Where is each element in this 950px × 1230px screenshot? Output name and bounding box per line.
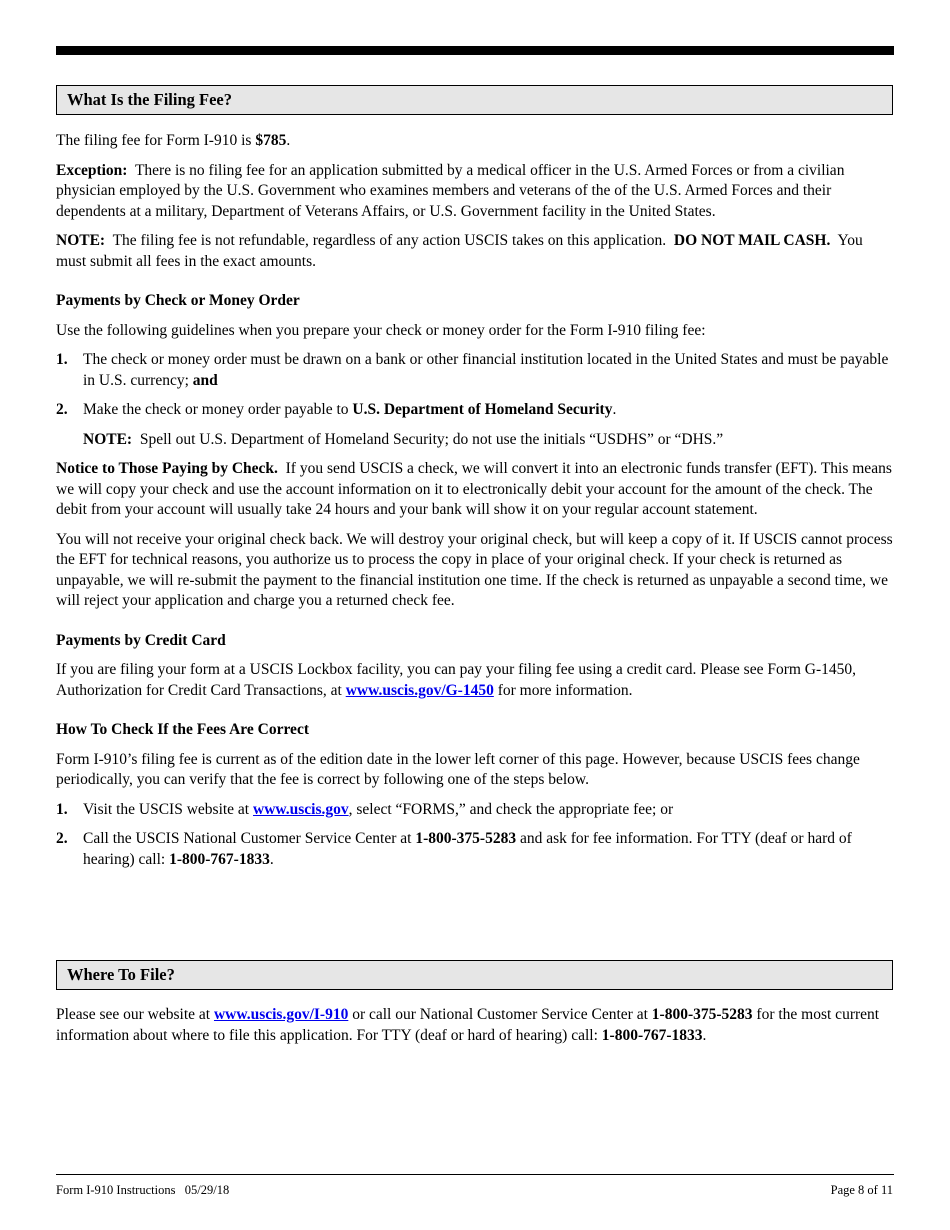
item-number: 2.	[56, 401, 68, 418]
uscis-website-link[interactable]: www.uscis.gov	[253, 800, 349, 818]
fee-amount: $785	[255, 132, 287, 149]
phone-number: 1-800-375-5283	[415, 830, 517, 847]
item-number: 2.	[56, 830, 68, 847]
tty-number: 1-800-767-1833	[601, 1026, 703, 1044]
item-end: .	[612, 401, 617, 418]
note-bold: DO NOT MAIL CASH.	[673, 232, 831, 249]
footer-form-edition: Form I-910 Instructions 05/29/18	[56, 1183, 230, 1197]
check-return-paragraph: You will not receive your original check back. We will destroy your original check, but will keep a copy of it. If USCIS cannot process the EFT for technical reasons, you authorize us to process the copy in place of your original check. If your check is returned as unpayable, we will re-submit the payment to the financial institution one time. If the check is returned as unpayable a second time, we will reject your application and charge you a returned check fee.	[56, 530, 893, 609]
note-text: The filing fee is not refundable, regardless of any action USCIS takes on this application.	[112, 232, 667, 249]
section-heading-filing-fee: What Is the Filing Fee?	[56, 85, 893, 115]
credit-card-text-end: for more information.	[493, 681, 633, 699]
footer-page-number: Page 8 of 11	[830, 1183, 893, 1197]
footer-rule	[56, 1174, 894, 1175]
filing-fee-section	[56, 131, 896, 870]
item-body	[83, 829, 896, 870]
check-item-1	[56, 350, 896, 391]
item-number: 1.	[56, 351, 68, 368]
exception-label: Exception:	[56, 161, 128, 179]
exception-text: There is no filing fee for an application submitted by a medical officer in the U.S. Armed Forces or from a civilian physician employed by the U.S. Government who examines members and veterans of the of the U.S. Armed Forces and their dependents at a military, Department of Veterans Affairs, or U.S. Government facility in the United States.	[56, 161, 845, 220]
note-tail: You must submit all fees in the exact amounts.	[56, 232, 863, 270]
exception-paragraph	[56, 161, 861, 223]
item-end: .	[269, 850, 274, 868]
fee-paragraph	[56, 131, 896, 152]
note-paragraph	[56, 231, 896, 272]
notice-label: Notice to Those Paying by Check.	[56, 460, 278, 477]
check-payments-heading: Payments by Check or Money Order	[56, 292, 300, 309]
credit-card-paragraph	[56, 660, 896, 701]
credit-card-heading: Payments by Credit Card	[56, 631, 226, 649]
payee-name: U.S. Department of Homeland Security	[352, 401, 613, 418]
notice-text: If you send USCIS a check, we will convert it into an electronic funds transfer (EFT). This means we will copy your check and use the account information on it to electronically debit your account for the amount of the check. The debit from your account will usually take 24 hours and your bank will show it on your regular account statement.	[56, 460, 892, 518]
phone-number: 1-800-375-5283	[651, 1006, 753, 1023]
check-intro: Use the following guidelines when you prepare your check or money order for the Form I-910 filing fee:	[56, 321, 706, 339]
fee-check-heading: How To Check If the Fees Are Correct	[56, 721, 309, 738]
tty-number: 1-800-767-1833	[169, 850, 270, 868]
where-to-file-section	[56, 1005, 896, 1046]
item-body	[83, 800, 896, 821]
top-rule	[56, 46, 894, 55]
note-label: NOTE:	[83, 430, 133, 448]
item-text: The check or money order must be drawn on a bank or other financial institution located in the United States and must be payable in U.S. currency;	[83, 351, 889, 389]
where-text-mid: or call our National Customer Service Center at	[348, 1006, 652, 1023]
fee-check-intro: Form I-910’s filing fee is current as of the edition date in the lower left corner of this page. However, because USCIS fees change periodically, you can verify that the fee is correct by following one of the steps below.	[56, 750, 860, 788]
check-item-2	[56, 400, 896, 421]
where-text-end: .	[702, 1026, 707, 1044]
fee-intro: The filing fee for Form I-910 is	[56, 132, 256, 149]
item-body	[83, 400, 896, 421]
item-text: Visit the USCIS website at	[83, 800, 253, 818]
item-body	[83, 350, 896, 391]
item-text-mid: and ask for fee information. For TTY (deaf or hard of hearing) call:	[83, 830, 852, 868]
item-number: 1.	[56, 800, 68, 818]
item-text: Call the USCIS National Customer Service Center at	[83, 830, 416, 847]
where-text: Please see our website at	[56, 1006, 214, 1023]
fee-check-item-2	[56, 829, 896, 870]
where-text-mid2: for the most current information about where to file this application. For TTY (deaf or hard of hearing) call:	[56, 1006, 880, 1044]
check-notice-paragraph	[56, 459, 896, 521]
item-text-end: , select “FORMS,” and check the appropriate fee; or	[348, 800, 674, 818]
fee-end: .	[286, 132, 291, 149]
where-to-file-paragraph	[56, 1005, 896, 1046]
note-label: NOTE:	[56, 232, 106, 249]
fee-check-item-1	[56, 800, 896, 821]
item-text: Make the check or money order payable to	[83, 401, 353, 418]
g1450-link[interactable]: www.uscis.gov/G-1450	[345, 681, 494, 699]
credit-card-text: If you are filing your form at a USCIS Lockbox facility, you can pay your filing fee using a credit card. Please see Form G-1450, Authorization for Credit Card Transactions, at	[56, 661, 857, 699]
item-bold: and	[192, 371, 218, 389]
note-text: Spell out U.S. Department of Homeland Security; do not use the initials “USDHS” or “DHS.”	[139, 430, 724, 448]
i910-link[interactable]: www.uscis.gov/I-910	[213, 1006, 349, 1023]
section-heading-where-to-file: Where To File?	[56, 960, 893, 990]
check-item-2-note	[56, 430, 896, 451]
